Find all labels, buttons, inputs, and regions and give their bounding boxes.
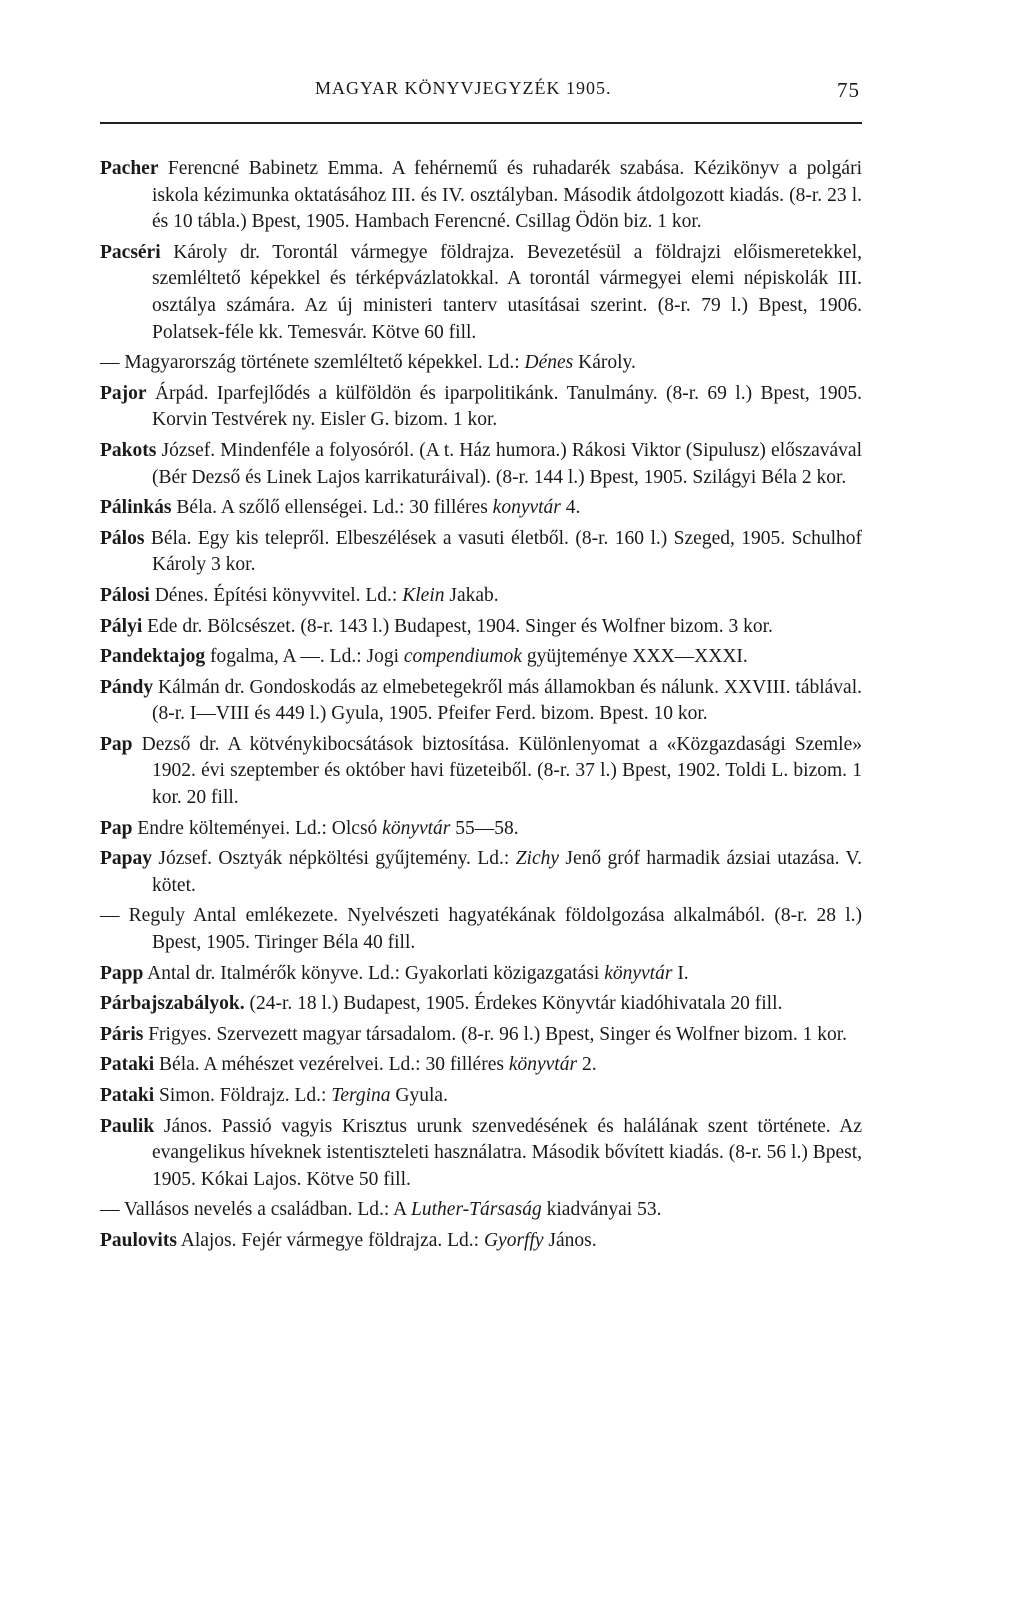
entry-italic: konyvtár [492,497,561,519]
entry-tail: kiadványai 53. [541,1199,662,1221]
page-number: 75 [837,78,860,102]
entry-italic: könyvtár [604,962,673,984]
catalog-entry [100,1052,862,1079]
catalog-entry [100,526,862,579]
catalog-entry [100,846,862,899]
catalog-entry [100,991,862,1018]
entry-text: Vallásos nevelés a családban. Ld.: A [119,1199,412,1221]
entry-dash: — [100,905,120,927]
entry-text: Ede dr. Bölcsészet. (8-r. 143 l.) Budapest, 1904. Singer és Wolfner bizom. 3 kor. [142,615,773,637]
catalog-entry [100,1083,862,1110]
header-rule [100,122,862,124]
entry-tail: Gyula. [390,1085,448,1106]
catalog-entry [100,614,862,641]
entry-dash: — [100,352,120,374]
entry-author: Paulovits [100,1229,177,1251]
catalog-entry [100,1114,862,1194]
entry-tail: János. [543,1229,597,1251]
entry-text: Béla. Egy kis telepről. Elbeszélések a vasuti életből. (8-r. 160 l.) Szeged, 1905. Schulhof Károly 3 kor. [144,527,862,576]
entry-author: Pacher [100,158,159,179]
catalog-entry [100,350,862,377]
entry-author: Pacséri [100,241,161,263]
entry-author: Pataki [100,1054,155,1076]
catalog-entry [100,583,862,610]
entry-tail: 4. [560,497,581,519]
entry-author: Pataki [100,1085,155,1106]
entry-text: Alajos. Fejér vármegye földrajza. Ld.: [176,1229,484,1251]
entry-text: Ferencné Babinetz Emma. A fehérnemű és ruhadarék szabása. Kézikönyv a polgári iskola kézimunka oktatásához III. és IV. osztályban. Második átdolgozott kiadás. (8-r. 23 l. és 10 tábla.) Bpest, 1905. Hambach Ferencné. Csillag Ödön biz. 1 kor. [152,158,862,233]
entry-text: Béla. A méhészet vezérelvei. Ld.: 30 filléres [154,1054,509,1076]
entry-text: Endre költeményei. Ld.: Olcsó [132,817,383,839]
entry-author: Paulik [100,1115,155,1137]
catalog-entry [100,1228,862,1255]
entry-tail: Jakab. [444,584,499,606]
entry-italic: Gyorffy [483,1229,544,1251]
entry-author: Pályi [100,615,143,637]
entry-author: Pap [100,817,133,839]
entry-author: Párbajszabályok. [100,993,245,1015]
entry-author: Pap [100,733,133,755]
entry-author: Papay [100,848,153,870]
entry-author: Pajor [100,382,147,404]
entry-author: Páris [100,1023,144,1045]
catalog-entry [100,1197,862,1224]
entry-text: Kálmán dr. Gondoskodás az elmebetegekről más államokban és nálunk. XXVIII. táblával. (8-r. I—VIII és 449 l.) Gyula, 1905. Pfeifer Ferd. bizom. Bpest. 10 kor. [152,676,862,725]
catalog-entry [100,816,862,843]
entry-text: Frigyes. Szervezett magyar társadalom. (8-r. 96 l.) Bpest, Singer és Wolfner bizom. 1 kor. [143,1023,848,1045]
catalog-entries [100,156,862,1259]
entry-text: Reguly Antal emlékezete. Nyelvészeti hagyatékának földolgozása alkalmából. (8-r. 28 l.) Bpest, 1905. Tiringer Béla 40 fill. [119,905,862,954]
entry-text: János. Passió vagyis Krisztus urunk szenvedésének és halálának szent története. Az evangelikus híveknek istentiszteleti használatra. Második bővített kiadás. (8-r. 56 l.) Bpest, 1905. Kókai Lajos. Kötve 50 fill. [152,1115,862,1190]
entry-tail: 55—58. [450,817,519,839]
catalog-entry [100,495,862,522]
catalog-entry [100,644,862,671]
entry-italic: Dénes [524,352,574,374]
entry-italic: könyvtár [382,817,451,839]
entry-author: Pakots [100,439,157,461]
entry-italic: Zichy [515,848,560,870]
entry-text: József. Mindenféle a folyosóról. (A t. Ház humora.) Rákosi Viktor (Sipulusz) előszavával (Bér Dezső és Linek Lajos karrikaturáival). (8-r. 144 l.) Bpest, 1905. Szilágyi Béla 2 kor. [152,439,862,488]
catalog-entry [100,381,862,434]
entry-tail: gyüjteménye XXX—XXXI. [521,646,748,668]
entry-author: Pandektajog [100,646,206,668]
entry-italic: Luther-Társaság [411,1199,542,1221]
catalog-entry [100,675,862,728]
running-header [100,78,860,114]
catalog-entry [100,438,862,491]
catalog-entry [100,240,862,346]
entry-italic: compendiumok [403,646,522,668]
catalog-entry [100,961,862,988]
entry-author: Pándy [100,676,154,698]
entry-author: Papp [100,962,144,984]
entry-text: Magyarország története szemléltető képekkel. Ld.: [119,352,525,374]
entry-text: Béla. A szőlő ellenségei. Ld.: 30 filléres [171,497,493,519]
entry-text: Simon. Földrajz. Ld.: [154,1085,332,1106]
entry-text: Dénes. Építési könyvvitel. Ld.: [149,584,403,606]
entry-author: Pálos [100,527,145,549]
entry-tail: 2. [577,1054,597,1076]
catalog-entry [100,156,862,236]
entry-tail: Károly. [573,352,636,374]
entry-italic: könyvtár [508,1054,578,1076]
entry-text: Antal dr. Italmérők könyve. Ld.: Gyakorlati közigazgatási [143,962,605,984]
catalog-entry [100,732,862,812]
entry-text: Károly dr. Torontál vármegye földrajza. Bevezetésül a földrajzi előismeretekkel, szemléltető képekkel és térképvázlatokkal. A torontál vármegyei elemi népiskolák III. osztálya számára. Az új ministeri tanterv utasításai szerint. (8-r. 79 l.) Bpest, 1906. Polatsek-féle kk. Temesvár. Kötve 60 fill. [152,241,862,343]
entry-tail: I. [672,962,689,984]
entry-tail: Jenő gróf harmadik ázsiai utazása. V. kötet. [152,848,862,896]
entry-dash: — [100,1199,120,1221]
entry-text: József. Osztyák népköltési gyűjtemény. Ld.: [152,848,516,870]
catalog-entry [100,903,862,956]
catalog-entry [100,1022,862,1049]
entry-text: fogalma, A —. Ld.: Jogi [205,646,404,668]
running-title: MAGYAR KÖNYVJEGYZÉK 1905. [315,78,612,98]
entry-text: Dezső dr. A kötvénykibocsátások biztosítása. Különlenyomat a «Közgazdasági Szemle» 1902. évi szeptember és október havi füzeteiből. (8-r. 37 l.) Bpest, 1902. Toldi L. bizom. 1 kor. 20 fill. [132,733,862,809]
entry-author: Pálinkás [100,497,172,519]
entry-italic: Klein [402,584,445,606]
entry-author: Pálosi [100,584,150,606]
entry-italic: Tergina [331,1085,391,1106]
entry-text: (24-r. 18 l.) Budapest, 1905. Érdekes Könyvtár kiadóhivatala 20 fill. [244,993,783,1015]
entry-text: Árpád. Iparfejlődés a külföldön és iparpolitikánk. Tanulmány. (8-r. 69 l.) Bpest, 1905. Korvin Testvérek ny. Eisler G. bizom. 1 kor. [146,382,862,431]
